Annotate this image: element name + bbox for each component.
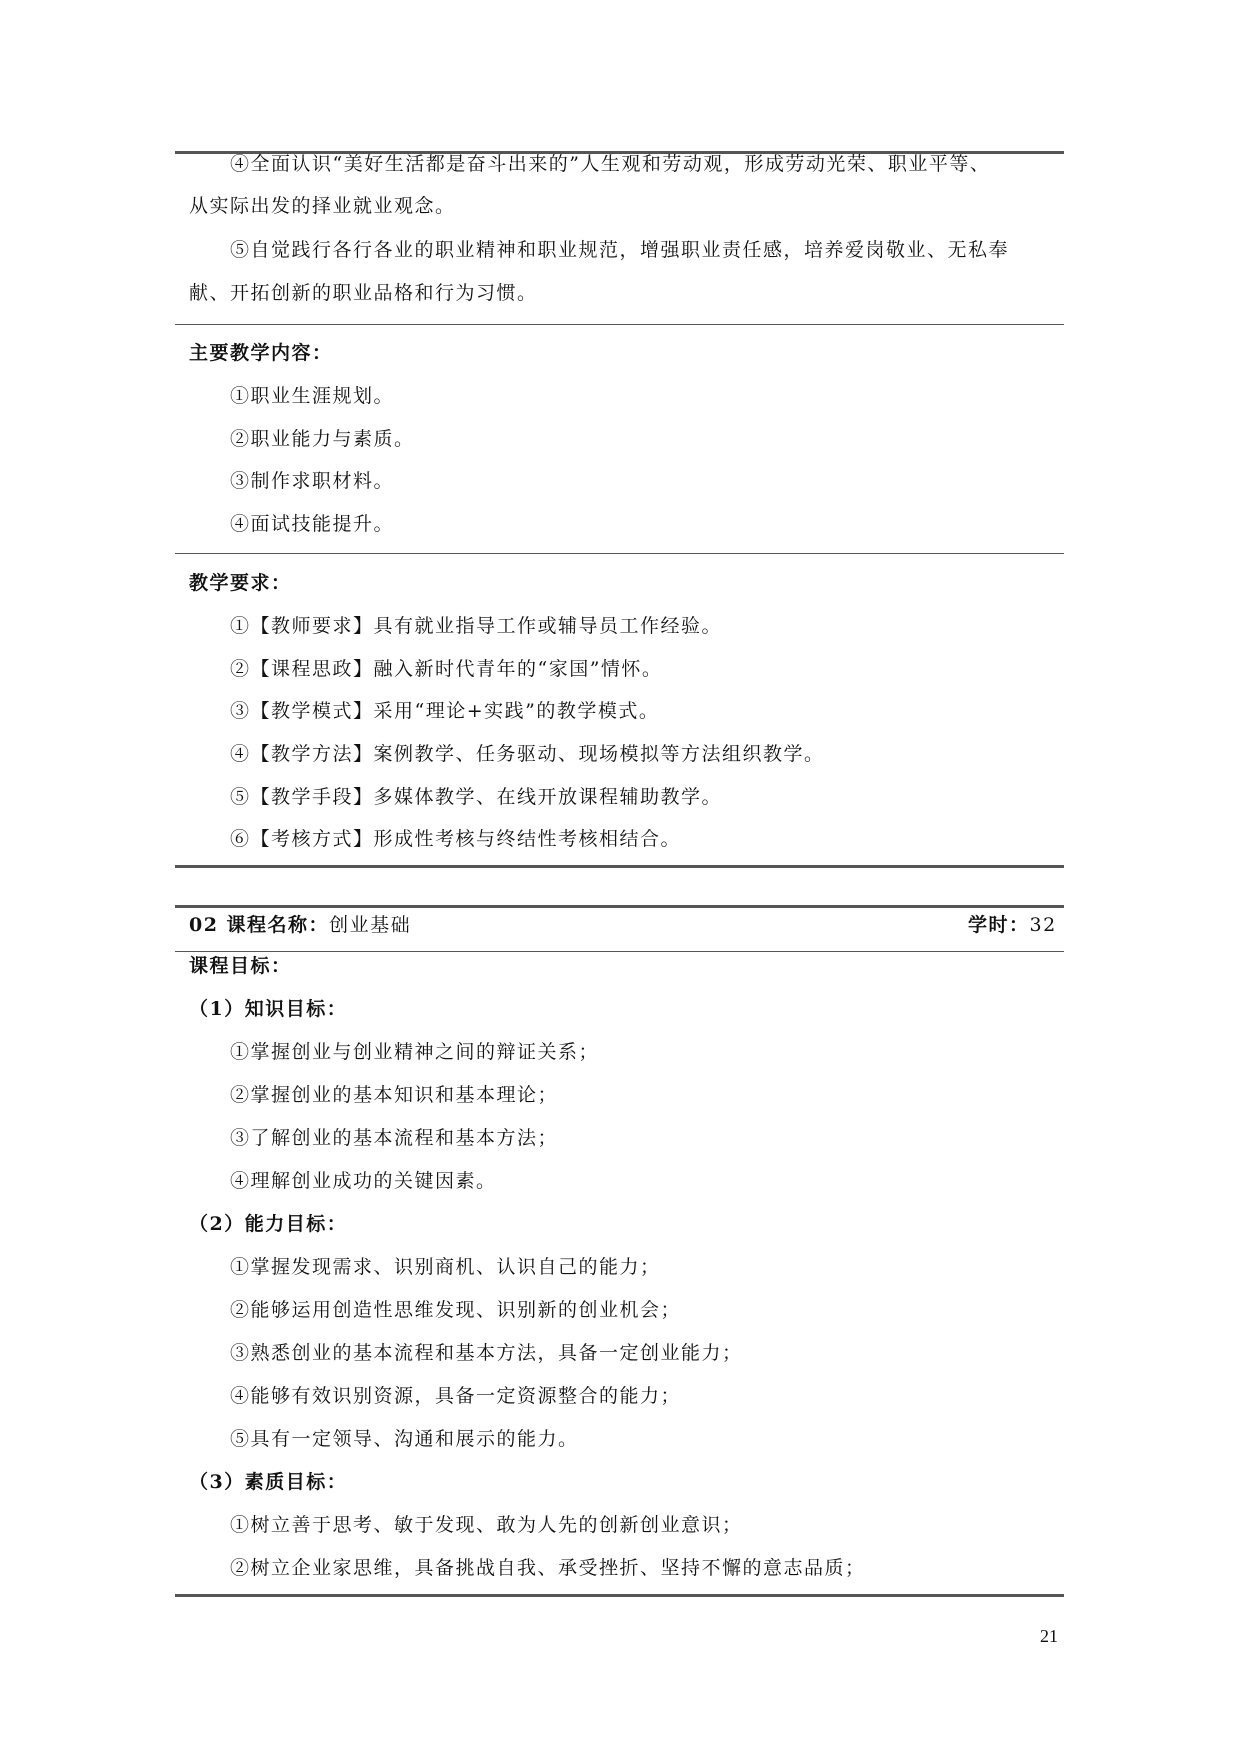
- requirement-item-1: ①【教师要求】具有就业指导工作或辅导员工作经验。: [230, 615, 723, 637]
- content-item-2: ②职业能力与素质。: [230, 428, 415, 450]
- table-bottom-border: [175, 1594, 1064, 1597]
- goal-item-4-cont: 从实际出发的择业就业观念。: [189, 195, 456, 217]
- course-name-value: 创业基础: [329, 914, 412, 936]
- requirement-item-4: ④【教学方法】案例教学、任务驱动、现场模拟等方法组织教学。: [230, 743, 825, 765]
- main-content-heading: 主要教学内容：: [189, 342, 333, 364]
- teaching-requirements-heading: 教学要求：: [189, 572, 292, 594]
- quality-item-1: ①树立善于思考、敏于发现、敢为人先的创新创业意识；: [230, 1514, 743, 1536]
- knowledge-item-2: ②掌握创业的基本知识和基本理论；: [230, 1084, 559, 1106]
- course-name-label: 02 课程名称：: [189, 914, 330, 936]
- ability-item-1: ①掌握发现需求、识别商机、认识自己的能力；: [230, 1256, 661, 1278]
- row-divider: [175, 553, 1064, 554]
- requirement-item-3: ③【教学模式】采用“理论+实践”的教学模式。: [230, 700, 660, 722]
- content-item-1: ①职业生涯规划。: [230, 385, 395, 407]
- goal-item-5: ⑤自觉践行各行各业的职业精神和职业规范，增强职业责任感，培养爱岗敬业、无私奉: [230, 239, 1010, 261]
- goal-item-4: ④全面认识“美好生活都是奋斗出来的”人生观和劳动观，形成劳动光荣、职业平等、: [230, 153, 991, 175]
- course-goals-heading: 课程目标：: [189, 955, 292, 977]
- course-name-row: [189, 911, 411, 939]
- ability-item-2: ②能够运用创造性思维发现、识别新的创业机会；: [230, 1299, 682, 1321]
- table-bottom-border: [175, 865, 1064, 868]
- ability-item-5: ⑤具有一定领导、沟通和展示的能力。: [230, 1428, 579, 1450]
- knowledge-item-1: ①掌握创业与创业精神之间的辩证关系；: [230, 1041, 600, 1063]
- quality-goals-heading: （3）素质目标：: [189, 1471, 348, 1493]
- row-divider: [175, 951, 1064, 952]
- page-number: 21: [1040, 1626, 1058, 1646]
- content-item-4: ④面试技能提升。: [230, 513, 395, 535]
- ability-item-4: ④能够有效识别资源，具备一定资源整合的能力；: [230, 1385, 682, 1407]
- row-divider: [175, 324, 1064, 325]
- quality-item-2: ②树立企业家思维，具备挑战自我、承受挫折、坚持不懈的意志品质；: [230, 1557, 866, 1579]
- requirement-item-2: ②【课程思政】融入新时代青年的“家国”情怀。: [230, 658, 663, 680]
- requirement-item-6: ⑥【考核方式】形成性考核与终结性考核相结合。: [230, 828, 682, 850]
- ability-goals-heading: （2）能力目标：: [189, 1213, 348, 1235]
- course-hours-value: 32: [1029, 914, 1057, 936]
- knowledge-item-4: ④理解创业成功的关键因素。: [230, 1170, 497, 1192]
- knowledge-item-3: ③了解创业的基本流程和基本方法；: [230, 1127, 559, 1149]
- table-top-border: [175, 905, 1064, 908]
- requirement-item-5: ⑤【教学手段】多媒体教学、在线开放课程辅助教学。: [230, 786, 723, 808]
- goal-item-5-cont: 献、开拓创新的职业品格和行为习惯。: [189, 282, 538, 304]
- knowledge-goals-heading: （1）知识目标：: [189, 998, 348, 1020]
- course-hours-label: 学时：: [968, 914, 1030, 936]
- course-hours: [968, 911, 1057, 939]
- ability-item-3: ③熟悉创业的基本流程和基本方法，具备一定创业能力；: [230, 1342, 743, 1364]
- content-item-3: ③制作求职材料。: [230, 470, 395, 492]
